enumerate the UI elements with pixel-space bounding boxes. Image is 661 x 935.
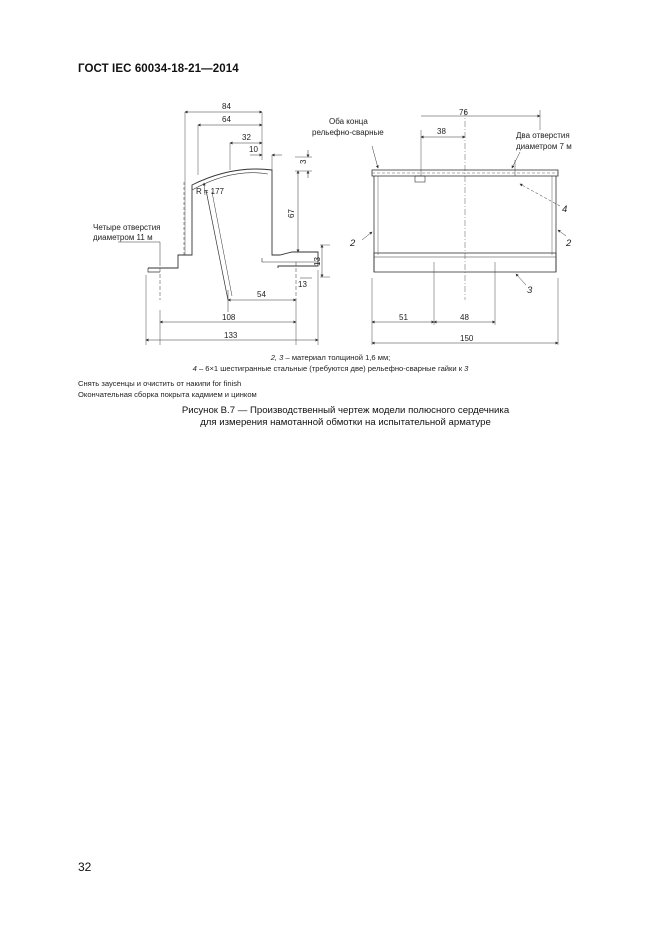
document-header: ГОСТ IEC 60034-18-21—2014 — [78, 63, 239, 75]
dim-38: 38 — [437, 127, 446, 136]
callout-2-right: 2 — [566, 238, 572, 249]
figure-caption-line2: для измерения намотанной обмотки на испытательной арматуре — [200, 417, 491, 428]
dim-84: 84 — [222, 102, 231, 111]
legend-material-items: 2, 3 — [270, 353, 284, 362]
side-view-labels — [93, 102, 322, 340]
page-number: 32 — [78, 860, 92, 874]
note-finish: Окончательная сборка покрыта кадмием и цинком — [78, 390, 257, 399]
ends-label-line2: рельефно-сварные — [312, 128, 384, 137]
front-view-labels — [312, 108, 572, 343]
callout-4: 4 — [562, 204, 568, 215]
callout-2-left: 2 — [350, 238, 356, 249]
dim-3: 3 — [299, 159, 308, 164]
legend-nuts — [0, 364, 661, 373]
dim-150: 150 — [460, 334, 474, 343]
dim-32: 32 — [242, 133, 251, 142]
ends-label-line1: Оба конца — [329, 117, 368, 126]
two-holes-label-line2: диаметром 7 м — [516, 142, 572, 151]
dim-76: 76 — [459, 108, 468, 117]
legend-material-text: – материал толщиной 1,6 мм; — [283, 353, 391, 362]
dim-133: 133 — [224, 331, 238, 340]
dim-13-vertical: 13 — [313, 257, 322, 266]
legend-nuts-text: – 6×1 шестигранные стальные (требуются две) рельефно-сварные гайки к — [196, 364, 465, 373]
legend-nuts-ref: 3 — [464, 364, 469, 373]
dim-51: 51 — [399, 313, 408, 322]
callout-3: 3 — [527, 285, 533, 296]
dim-10: 10 — [249, 145, 258, 154]
dim-13-horizontal: 13 — [298, 280, 307, 289]
dim-67: 67 — [287, 209, 296, 218]
figure-caption-line1: Рисунок В.7 — Производственный чертеж модели полюсного сердечника — [181, 405, 510, 416]
four-holes-label-line2: диаметром 11 м — [93, 233, 153, 242]
dim-54: 54 — [257, 290, 266, 299]
four-holes-label-line1: Четыре отверстия — [93, 223, 161, 232]
legend-material — [0, 353, 661, 362]
dim-48: 48 — [460, 313, 469, 322]
nut — [415, 176, 425, 182]
dim-108: 108 — [222, 313, 236, 322]
radius-label: R ≈ 177 — [196, 187, 224, 196]
two-holes-label-line1: Два отверстия — [516, 131, 570, 140]
note-deburr: Снять заусенцы и очистить от накипи for finish — [78, 379, 242, 388]
legend-nuts-item: 4 — [192, 364, 197, 373]
dim-64: 64 — [222, 115, 231, 124]
